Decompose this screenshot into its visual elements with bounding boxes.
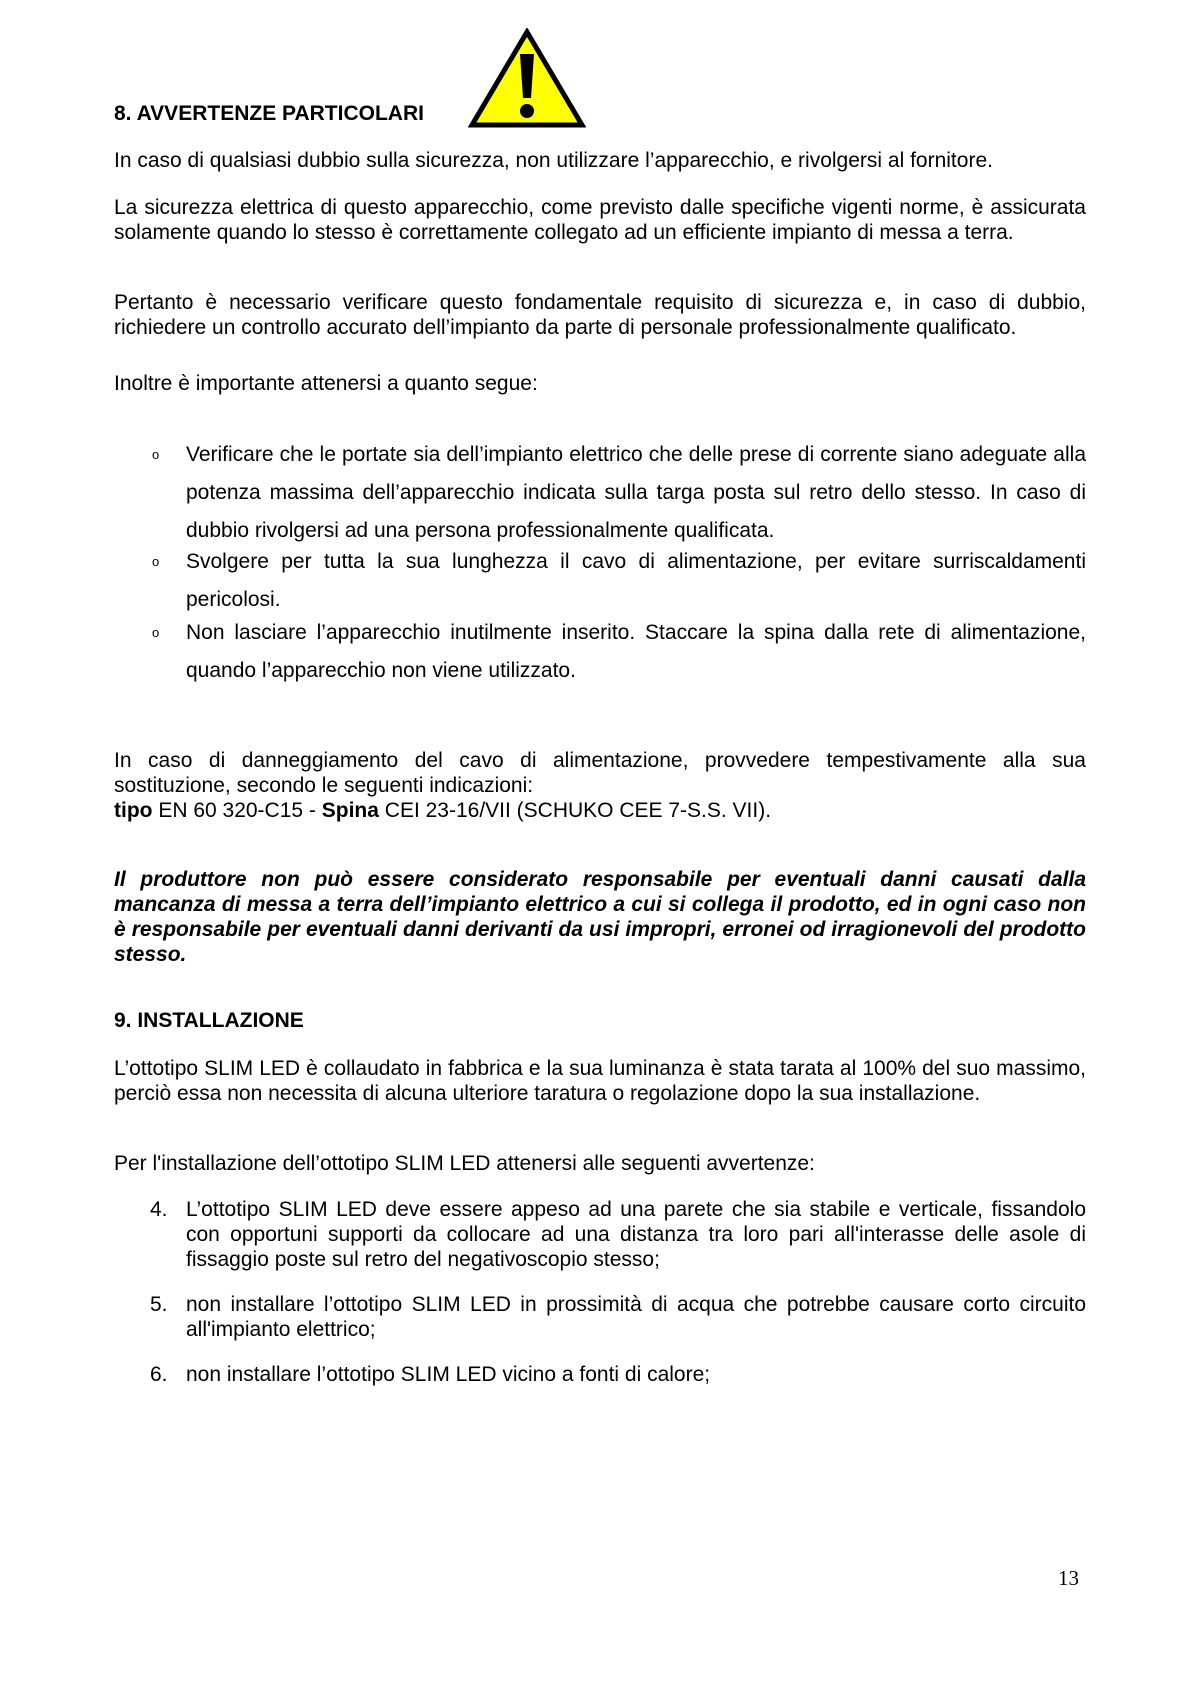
item-text: L’ottotipo SLIM LED deve essere appeso ad una parete che sia stabile e verticale, fissandolo con opportuni supporti da collocare ad una distanza tra loro pari all'interasse delle asole di fissaggio poste sul retro del negativoscopio stesso; bbox=[186, 1198, 1086, 1271]
spec-spina-label: Spina bbox=[321, 799, 379, 822]
bullet-text: Non lasciare l’apparecchio inutilmente inserito. Staccare la spina dalla rete di alimentazione, quando l’apparecchio non viene utilizzato. bbox=[186, 621, 1086, 682]
bullet-item bbox=[114, 614, 1086, 690]
numbered-item bbox=[114, 1292, 1086, 1342]
section-8-paragraph-2: La sicurezza elettrica di questo apparecchio, come previsto dalle specifiche vigenti norme, è assicurata solamente quando lo stesso è correttamente collegato ad un efficiente impianto di messa a terra. bbox=[114, 196, 1086, 244]
disclaimer: Il produttore non può essere considerato responsabile per eventuali danni causati dalla mancanza di messa a terra dell’impianto elettrico a cui si collega il prodotto, ed in ogni caso non è responsabile per eventuali danni derivanti da usi impropri, erronei od irragionevoli del prodotto stesso. bbox=[114, 868, 1086, 966]
bullet-marker: o bbox=[152, 554, 160, 569]
cable-spec bbox=[114, 798, 1086, 823]
bullet-text: Verificare che le portate sia dell’impianto elettrico che delle prese di corrente siano adeguate alla potenza massima dell’apparecchio indicata sulla targa posta sul retro dello stesso. In caso di dubbio rivolgersi ad una persona professionalmente qualificata. bbox=[186, 443, 1086, 542]
bullet-marker: o bbox=[152, 625, 160, 640]
item-number: 4. bbox=[150, 1198, 168, 1221]
section-9-paragraph-1: L’ottotipo SLIM LED è collaudato in fabbrica e la sua luminanza è stata tarata al 100% del suo massimo, perciò essa non necessita di alcuna ulteriore taratura o regolazione dopo la sua installazione. bbox=[114, 1057, 1086, 1105]
bullet-item bbox=[114, 543, 1086, 619]
section-8-paragraph-5: In caso di danneggiamento del cavo di alimentazione, provvedere tempestivamente alla sua sostituzione, secondo le seguenti indicazioni: bbox=[114, 749, 1086, 797]
section-8-title: 8. AVVERTENZE PARTICOLARI bbox=[114, 102, 424, 125]
item-text: non installare l’ottotipo SLIM LED vicino a fonti di calore; bbox=[186, 1363, 711, 1386]
numbered-item bbox=[114, 1197, 1086, 1272]
section-9-title: 9. INSTALLAZIONE bbox=[114, 1009, 304, 1032]
spec-tipo-value: EN 60 320-C15 - bbox=[152, 799, 322, 822]
item-number: 5. bbox=[150, 1293, 168, 1316]
bullet-text: Svolgere per tutta la sua lunghezza il cavo di alimentazione, per evitare surriscaldamenti pericolosi. bbox=[186, 550, 1086, 611]
item-text: non installare l’ottotipo SLIM LED in prossimità di acqua che potrebbe causare corto circuito all'impianto elettrico; bbox=[186, 1293, 1086, 1341]
item-number: 6. bbox=[150, 1363, 168, 1386]
bullet-marker: o bbox=[152, 447, 160, 462]
bullet-item bbox=[114, 436, 1086, 550]
section-9-paragraph-2: Per l'installazione dell’ottotipo SLIM LED attenersi alle seguenti avvertenze: bbox=[114, 1152, 815, 1175]
section-8-paragraph-4: Inoltre è importante attenersi a quanto segue: bbox=[114, 372, 538, 395]
numbered-item bbox=[114, 1362, 1086, 1387]
spec-tipo-label: tipo bbox=[114, 799, 153, 822]
page-number: 13 bbox=[1058, 1566, 1079, 1590]
spec-spina-value: CEI 23-16/VII (SCHUKO CEE 7-S.S. VII). bbox=[378, 799, 772, 822]
section-8-paragraph-3: Pertanto è necessario verificare questo fondamentale requisito di sicurezza e, in caso di dubbio, richiedere un controllo accurato dell’impianto da parte di personale professionalmente qualificato. bbox=[114, 291, 1086, 339]
section-8-paragraph-1: In caso di qualsiasi dubbio sulla sicurezza, non utilizzare l’apparecchio, e rivolgersi al fornitore. bbox=[114, 149, 993, 172]
warning-triangle-icon bbox=[468, 28, 586, 130]
